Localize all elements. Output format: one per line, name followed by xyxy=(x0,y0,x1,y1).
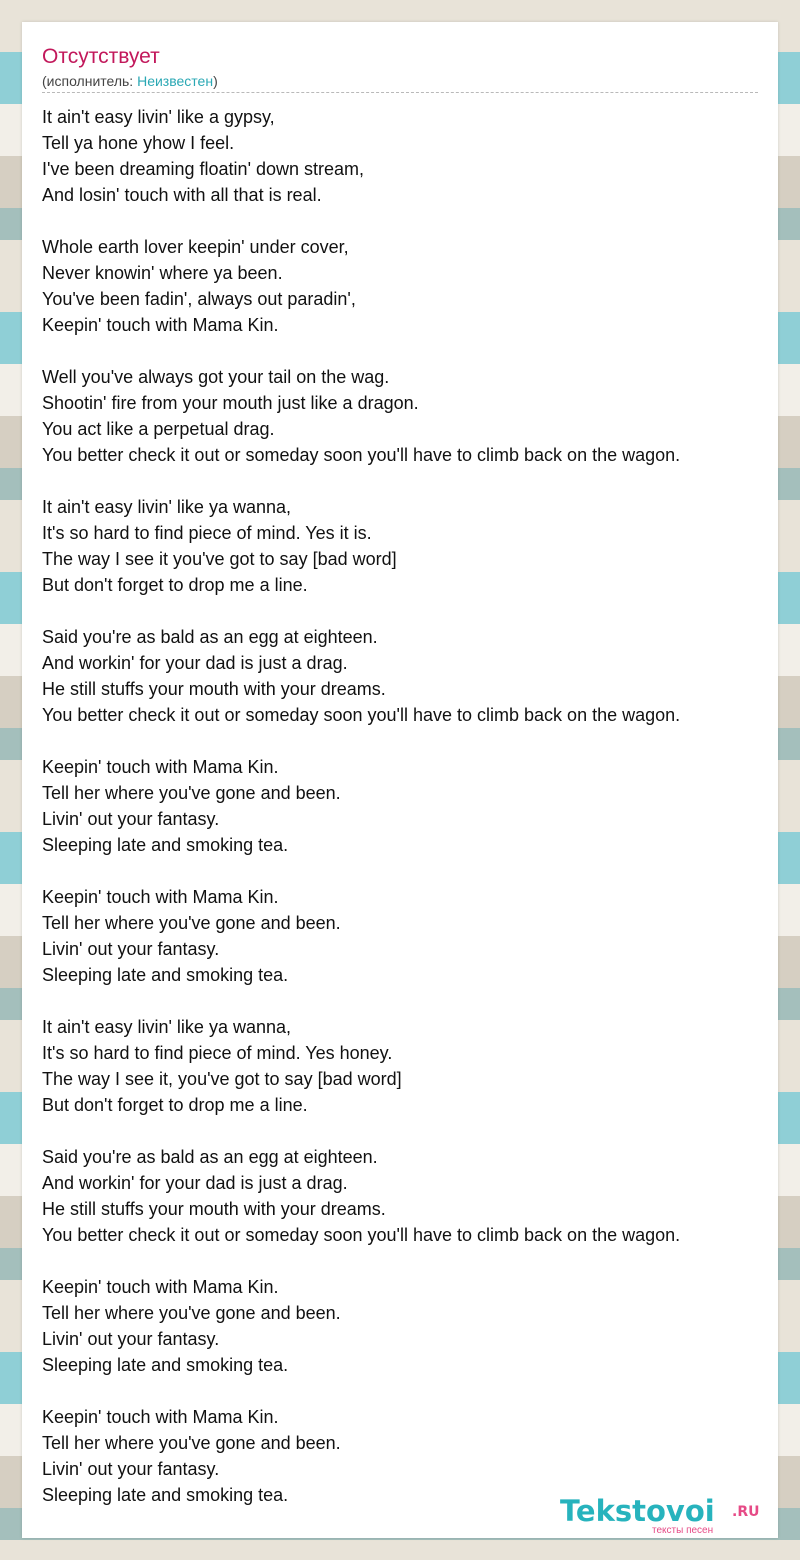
lyrics-stanza xyxy=(42,1014,766,1118)
lyrics-line: Never knowin' where ya been. xyxy=(42,263,283,283)
lyrics-stanza xyxy=(42,494,766,598)
lyrics-line: Said you're as bald as an egg at eighteen. xyxy=(42,627,378,647)
artist-link[interactable]: Неизвестен xyxy=(137,73,214,89)
lyrics-line: It's so hard to find piece of mind. Yes honey. xyxy=(42,1043,393,1063)
lyrics-line: Tell her where you've gone and been. xyxy=(42,783,341,803)
artist-suffix: ) xyxy=(213,73,218,89)
lyrics-line: Keepin' touch with Mama Kin. xyxy=(42,1407,279,1427)
lyrics-line: He still stuffs your mouth with your dreams. xyxy=(42,1199,386,1219)
lyrics-line: Tell ya hone yhow I feel. xyxy=(42,133,235,153)
lyrics-line: The way I see it, you've got to say [bad word] xyxy=(42,1069,402,1089)
lyrics-text xyxy=(42,104,766,1534)
lyrics-line: Tell her where you've gone and been. xyxy=(42,913,341,933)
lyrics-line: Sleeping late and smoking tea. xyxy=(42,965,289,985)
lyrics-stanza xyxy=(42,624,766,728)
lyrics-line: Tell her where you've gone and been. xyxy=(42,1433,341,1453)
lyrics-line: Shootin' fire from your mouth just like a dragon. xyxy=(42,393,419,413)
song-title: Отсутствует xyxy=(42,45,160,68)
lyrics-stanza xyxy=(42,234,766,338)
lyrics-line: You act like a perpetual drag. xyxy=(42,419,275,439)
lyrics-stanza xyxy=(42,364,766,468)
lyrics-line: It ain't easy livin' like ya wanna, xyxy=(42,497,291,517)
lyrics-line: And losin' touch with all that is real. xyxy=(42,185,322,205)
lyrics-line: But don't forget to drop me a line. xyxy=(42,575,308,595)
lyrics-line: You better check it out or someday soon you'll have to climb back on the wagon. xyxy=(42,445,681,465)
lyrics-line: You better check it out or someday soon you'll have to climb back on the wagon. xyxy=(42,705,681,725)
lyrics-line: Livin' out your fantasy. xyxy=(42,809,220,829)
lyrics-line: Keepin' touch with Mama Kin. xyxy=(42,315,279,335)
lyrics-line: Said you're as bald as an egg at eighteen. xyxy=(42,1147,378,1167)
lyrics-stanza xyxy=(42,1274,766,1378)
lyrics-stanza xyxy=(42,1404,766,1508)
lyrics-line: Livin' out your fantasy. xyxy=(42,1329,220,1349)
lyrics-line: Keepin' touch with Mama Kin. xyxy=(42,887,279,907)
lyrics-line: And workin' for your dad is just a drag. xyxy=(42,653,348,673)
lyrics-line: He still stuffs your mouth with your dreams. xyxy=(42,679,386,699)
lyrics-card xyxy=(22,22,778,1538)
lyrics-line: It's so hard to find piece of mind. Yes it is. xyxy=(42,523,372,543)
logo-domain: .RU xyxy=(732,1504,760,1520)
lyrics-line: Keepin' touch with Mama Kin. xyxy=(42,1277,279,1297)
lyrics-line: Livin' out your fantasy. xyxy=(42,1459,220,1479)
lyrics-line: Tell her where you've gone and been. xyxy=(42,1303,341,1323)
lyrics-line: I've been dreaming floatin' down stream, xyxy=(42,159,365,179)
lyrics-stanza xyxy=(42,884,766,988)
lyrics-line: Livin' out your fantasy. xyxy=(42,939,220,959)
lyrics-line: Whole earth lover keepin' under cover, xyxy=(42,237,349,257)
lyrics-stanza xyxy=(42,104,766,208)
logo-tagline: тексты песен xyxy=(652,1525,714,1536)
site-logo[interactable] xyxy=(560,1494,770,1534)
lyrics-line: It ain't easy livin' like ya wanna, xyxy=(42,1017,291,1037)
lyrics-line: Sleeping late and smoking tea. xyxy=(42,1485,289,1505)
lyrics-line: Keepin' touch with Mama Kin. xyxy=(42,757,279,777)
header-divider xyxy=(42,92,758,93)
lyrics-line: And workin' for your dad is just a drag. xyxy=(42,1173,348,1193)
lyrics-stanza xyxy=(42,754,766,858)
artist-prefix: (исполнитель: xyxy=(42,73,138,89)
lyrics-line: Sleeping late and smoking tea. xyxy=(42,835,289,855)
logo-wordmark: Tekstovoi xyxy=(560,1494,715,1528)
lyrics-stanza xyxy=(42,1144,766,1248)
lyrics-line: But don't forget to drop me a line. xyxy=(42,1095,308,1115)
lyrics-line: It ain't easy livin' like a gypsy, xyxy=(42,107,275,127)
lyrics-line: You better check it out or someday soon you'll have to climb back on the wagon. xyxy=(42,1225,681,1245)
lyrics-line: Well you've always got your tail on the wag. xyxy=(42,367,390,387)
lyrics-line: The way I see it you've got to say [bad word] xyxy=(42,549,397,569)
artist-line xyxy=(42,72,218,90)
lyrics-line: Sleeping late and smoking tea. xyxy=(42,1355,289,1375)
lyrics-line: You've been fadin', always out paradin', xyxy=(42,289,356,309)
